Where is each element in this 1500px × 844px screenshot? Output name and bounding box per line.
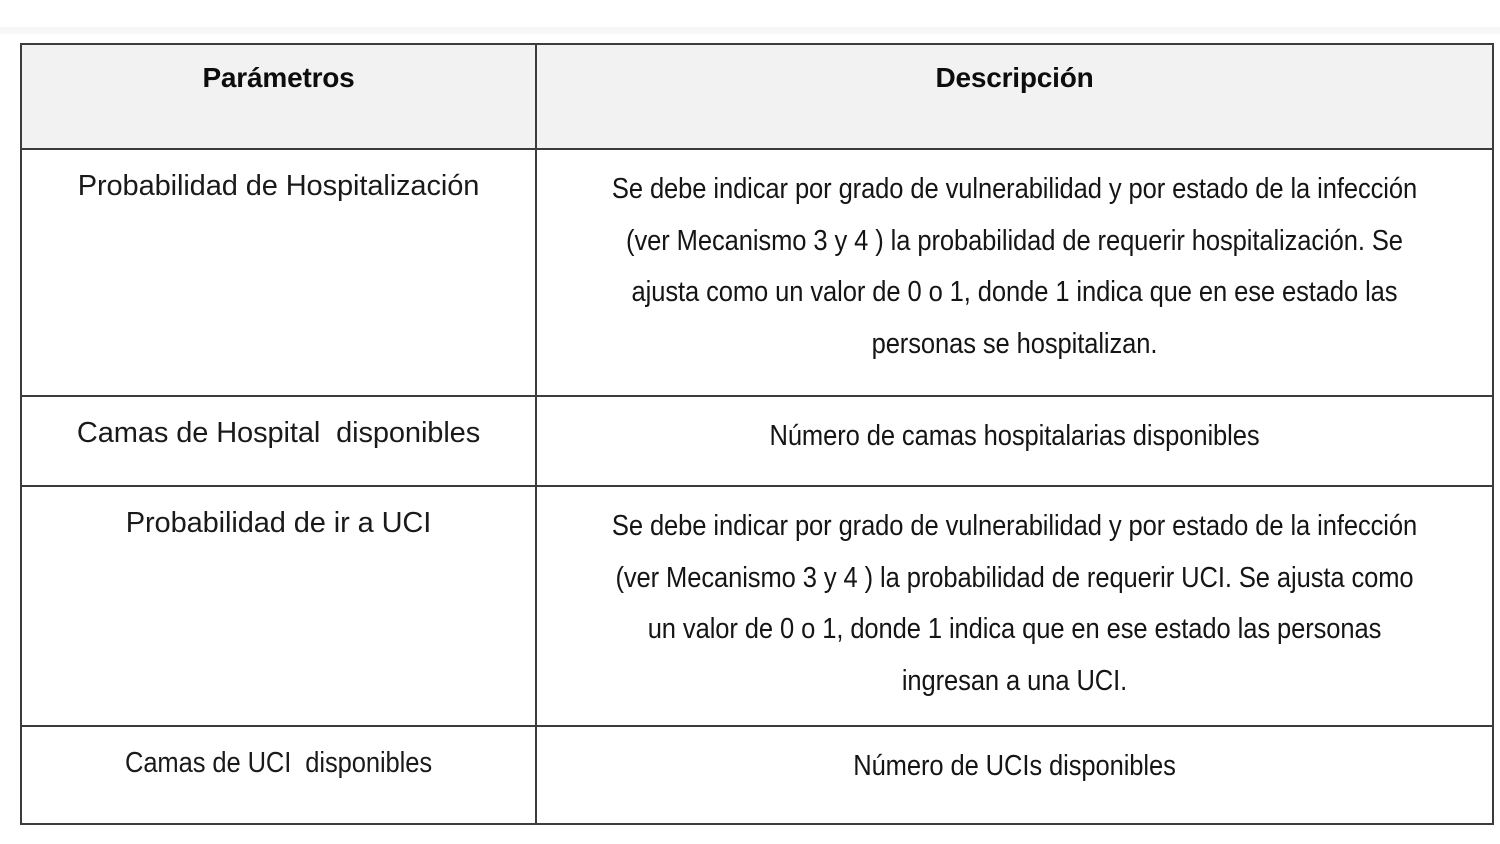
table-row (21, 486, 1493, 726)
parameter-label: Camas de Hospital disponibles (76, 417, 481, 449)
table-header-row (21, 44, 1493, 149)
description-text: Se debe indicar por grado de vulnerabilidad y por estado de la infección (ver Mecanismo 3 y 4 ) la probabilidad de requerir UCI. Se ajusta como un valor de 0 o 1, donde 1 indica que en ese estado las personas ingresan a una UCI. (611, 510, 1425, 697)
table-header (21, 44, 1493, 149)
parameter-cell-uci (21, 486, 536, 726)
table-row (21, 726, 1493, 824)
column-header-parametros-label: Parámetros (202, 62, 355, 93)
parameter-cell-camas-uci (21, 726, 536, 824)
description-cell-uci (536, 486, 1493, 726)
table-row (21, 396, 1493, 486)
description-text: Se debe indicar por grado de vulnerabilidad y por estado de la infección (ver Mecanismo 3 y 4 ) la probabilidad de requerir hospitalización. Se ajusta como un valor de 0 o 1, donde 1 indica que en ese estado las personas se hospitalizan. (611, 173, 1425, 360)
column-header-descripcion (536, 44, 1493, 149)
parameter-cell-camas-hospital (21, 396, 536, 486)
parameters-table-container (20, 43, 1492, 825)
top-band-divider (0, 27, 1500, 34)
column-header-parametros (21, 44, 536, 149)
description-cell-camas-hospital (536, 396, 1493, 486)
parameter-label: Probabilidad de ir a UCI (125, 507, 432, 539)
description-text: Número de camas hospitalarias disponibles (769, 420, 1260, 452)
parameter-label: Camas de UCI disponibles (124, 747, 433, 779)
parameter-label: Probabilidad de Hospitalización (77, 170, 480, 202)
parameters-table (20, 43, 1494, 825)
column-header-descripcion-label: Descripción (935, 62, 1094, 93)
description-cell-hospitalizacion (536, 149, 1493, 396)
description-text: Número de UCIs disponibles (853, 750, 1176, 782)
table-row (21, 149, 1493, 396)
description-cell-camas-uci (536, 726, 1493, 824)
parameter-cell-hospitalizacion (21, 149, 536, 396)
table-body (21, 149, 1493, 824)
